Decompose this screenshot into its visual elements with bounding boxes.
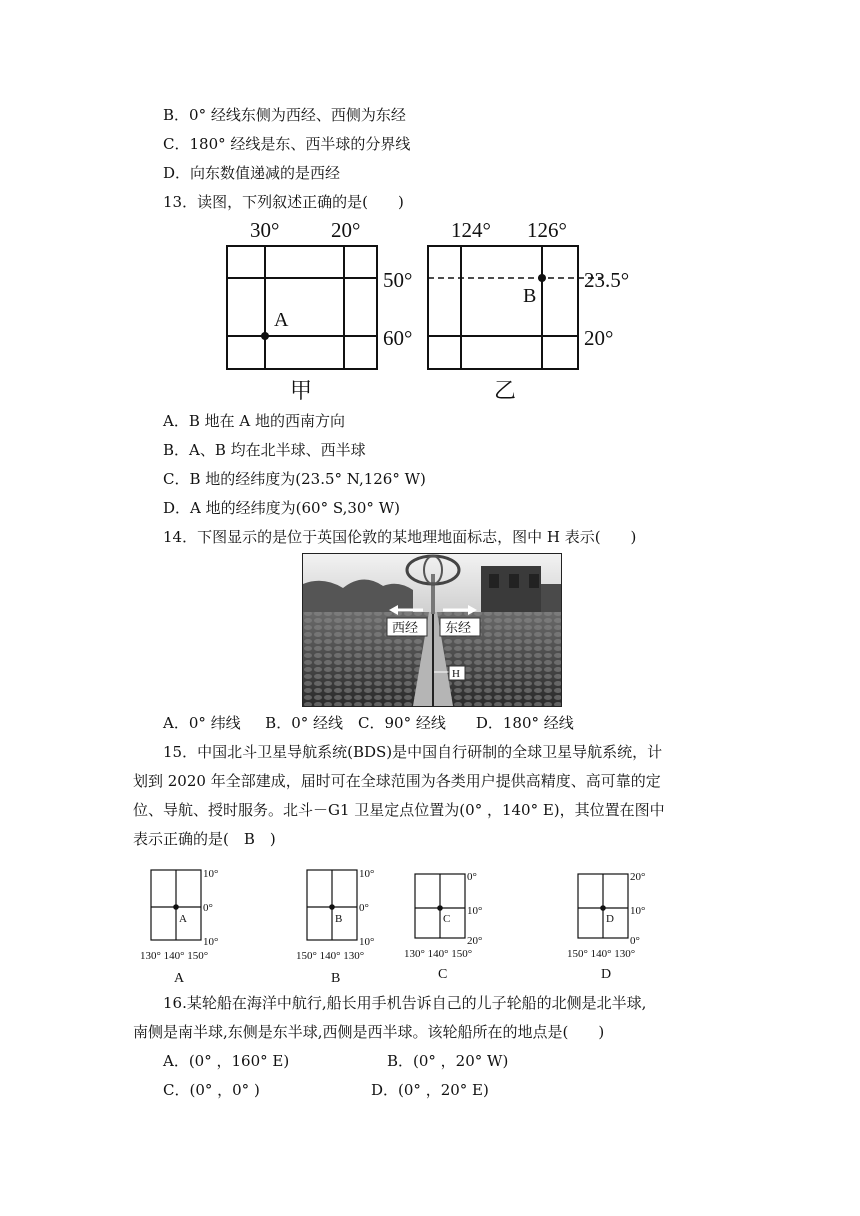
q13-option-d: D．A 地的经纬度为(60° S,30° W): [163, 499, 400, 517]
fig-d-lon-labels: 150° 140° 130°: [567, 948, 636, 960]
q15-figure-b: [296, 868, 374, 986]
q13-option-a: A．B 地在 A 地的西南方向: [163, 412, 345, 430]
fig-c-point-label: C: [443, 913, 451, 925]
jia-right-upper-label: 50°: [383, 268, 413, 292]
fig-d-lat-top: 20°: [630, 871, 646, 883]
q13-figure: [218, 212, 648, 402]
q16-option-d: D．(0° ，20° E): [371, 1081, 489, 1099]
q14-stem: 14．下图显示的是位于英国伦敦的某地理地面标志，图中 H 表示( ): [163, 528, 637, 546]
yi-right-lower-label: 20°: [584, 326, 614, 350]
photo-h-marker: H: [452, 668, 460, 680]
fig-b-lat-top: 10°: [359, 868, 375, 880]
q16-option-a: A．(0° ，160° E): [163, 1052, 290, 1070]
fig-a-caption: A: [174, 971, 185, 986]
q16-line-1: 16.某轮船在海洋中航行,船长用手机告诉自己的儿子轮船的北侧是北半球,: [163, 994, 647, 1012]
q16-line-2: 南侧是南半球,东侧是东半球,西侧是西半球。该轮船所在的地点是( ): [133, 1023, 605, 1041]
q12-option-b: B．0° 经线东侧为西经、西侧为东经: [163, 106, 406, 124]
point-a-label: A: [274, 309, 289, 331]
point-b-dot: [538, 274, 546, 282]
photo-east-label: 东经: [445, 620, 472, 635]
q14-options: A．0° 纬线 B．0° 经线 C．90° 经线 D．180° 经线: [163, 714, 574, 732]
q15-line-2: 划到 2020 年全部建成，届时可在全球范围为各类用户提供高精度、高可靠的定: [133, 772, 661, 790]
q15-line-4: 表示正确的是( B ): [133, 830, 276, 848]
fig-d-point-label: D: [606, 913, 614, 925]
greenwich-meridian-photo: [302, 553, 562, 707]
jia-top-left-label: 30°: [250, 218, 280, 242]
fig-d-lat-bottom: 0°: [630, 935, 640, 947]
q15-line-1: 15．中国北斗卫星导航系统(BDS)是中国自行研制的全球卫星导航系统，计: [163, 743, 663, 761]
q13-option-c: C．B 地的经纬度为(23.5° N,126° W): [163, 470, 426, 488]
fig-c-lat-bottom: 20°: [467, 935, 483, 947]
yi-right-upper-label: 23.5°: [584, 268, 630, 292]
q15-figure-d: [567, 871, 645, 982]
jia-right-lower-label: 60°: [383, 326, 413, 350]
yi-caption: 乙: [494, 378, 517, 402]
point-b-label: B: [523, 285, 537, 307]
yi-top-right-label: 126°: [527, 218, 567, 242]
fig-c-lat-mid: 10°: [467, 905, 483, 917]
fig-d-lat-mid: 10°: [630, 905, 646, 917]
figure-yi: [428, 218, 629, 402]
fig-b-lat-bottom: 10°: [359, 936, 375, 948]
fig-a-lat-mid: 0°: [203, 902, 213, 914]
fig-b-lon-labels: 150° 140° 130°: [296, 950, 365, 962]
q16-option-b: B．(0° ，20° W): [387, 1052, 509, 1070]
fig-a-point-label: A: [179, 913, 187, 925]
figure-jia: [227, 218, 412, 402]
q12-option-d: D．向东数值递减的是西经: [163, 164, 341, 182]
point-a-dot: [261, 332, 269, 340]
fig-b-lat-mid: 0°: [359, 902, 369, 914]
fig-c-lat-top: 0°: [467, 871, 477, 883]
q16-option-c: C．(0° ，0° ): [163, 1081, 260, 1099]
fig-d-caption: D: [601, 967, 612, 982]
fig-a-lat-bottom: 10°: [203, 936, 219, 948]
jia-top-right-label: 20°: [331, 218, 361, 242]
fig-a-lat-top: 10°: [203, 868, 219, 880]
fig-b-caption: B: [331, 971, 341, 986]
jia-caption: 甲: [290, 378, 313, 402]
q12-option-c: C．180° 经线是东、西半球的分界线: [163, 135, 411, 153]
fig-c-lon-labels: 130° 140° 150°: [404, 948, 473, 960]
q15-figure-a: [140, 868, 218, 986]
q13-option-b: B．A、B 均在北半球、西半球: [163, 441, 366, 459]
fig-a-lon-labels: 130° 140° 150°: [140, 950, 209, 962]
yi-top-left-label: 124°: [451, 218, 491, 242]
fig-c-caption: C: [438, 967, 448, 982]
fig-b-point-label: B: [335, 913, 343, 925]
q15-figure-c: [404, 871, 482, 982]
photo-west-label: 西经: [392, 620, 419, 635]
q15-figures: [135, 862, 665, 990]
q13-stem: 13．读图，下列叙述正确的是( ): [163, 193, 404, 211]
q15-line-3: 位、导航、授时服务。北斗－G1 卫星定点位置为(0° ，140° E)，其位置在图中: [133, 801, 665, 819]
